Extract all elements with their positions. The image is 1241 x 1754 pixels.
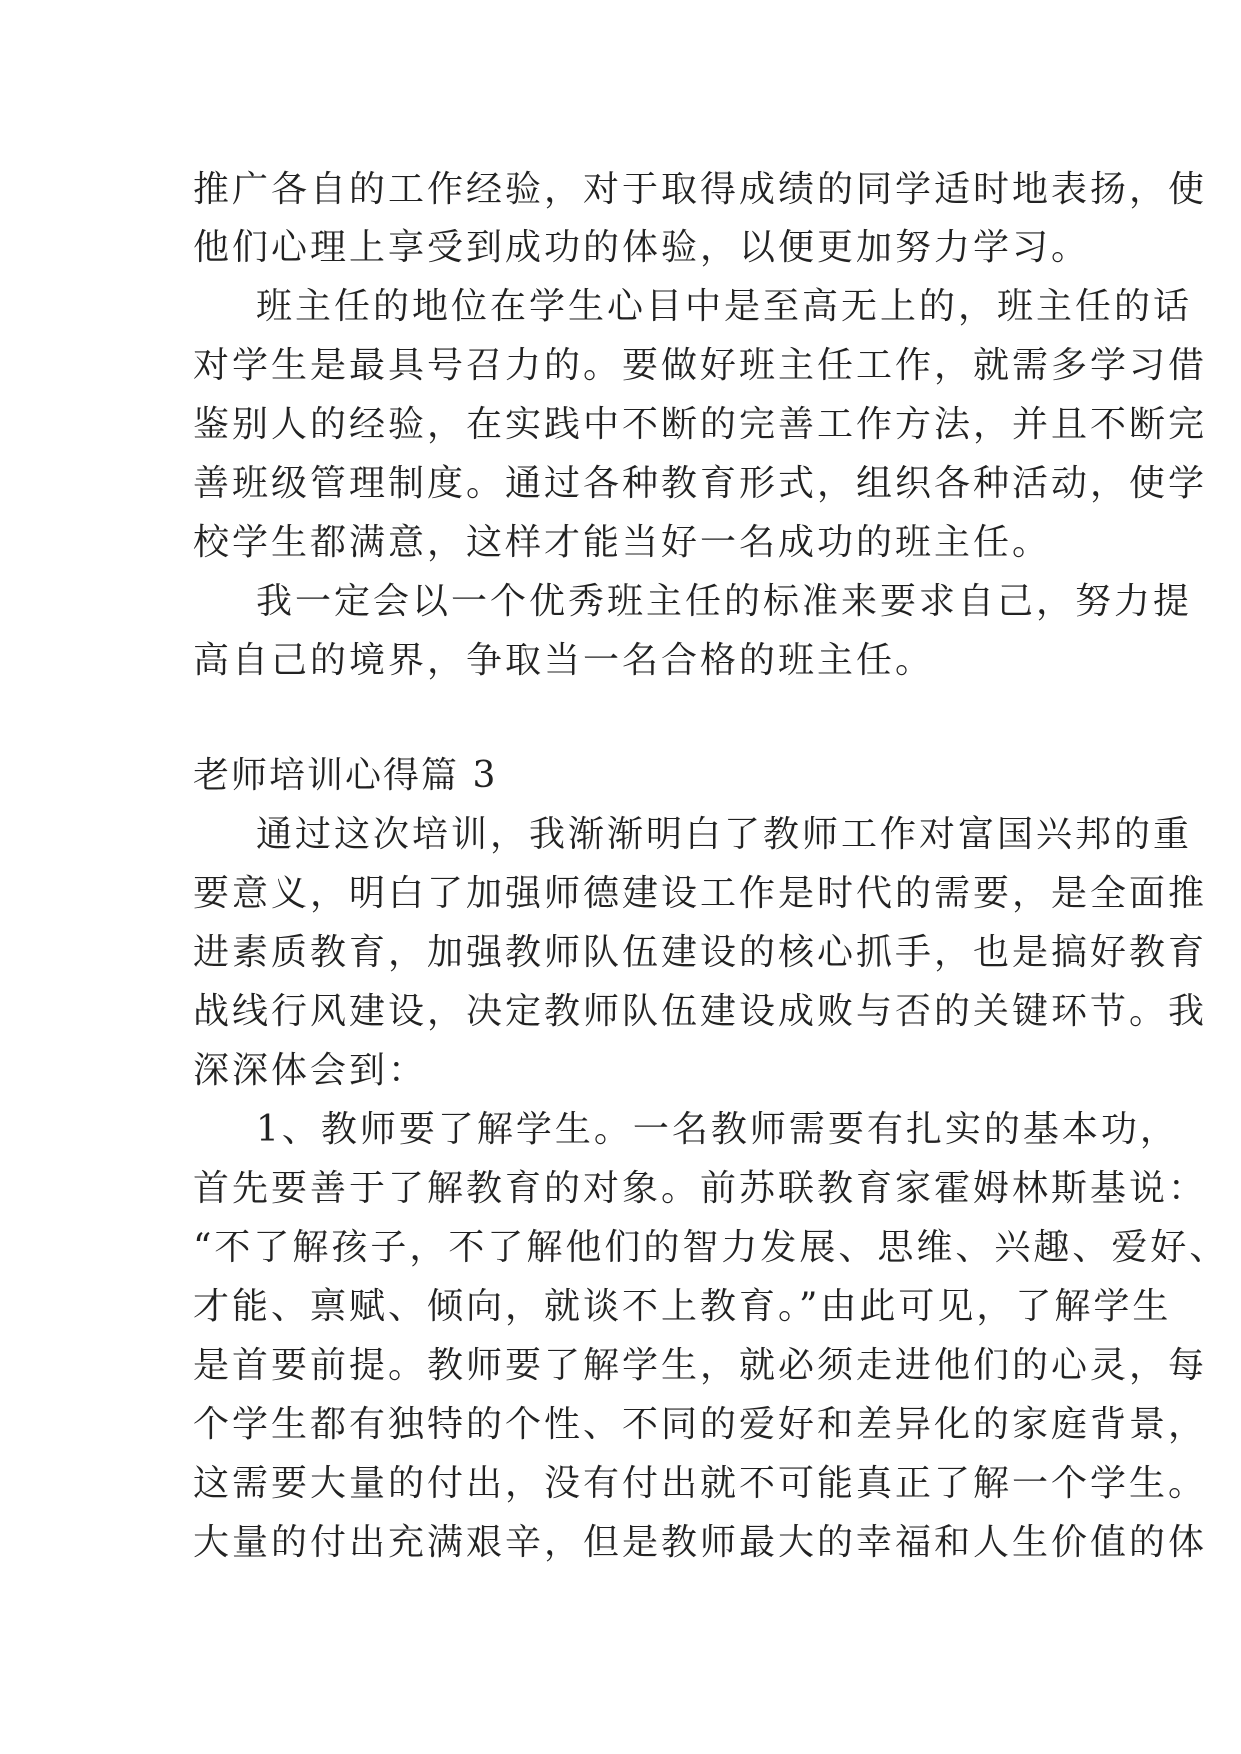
paragraph-line: 深深体会到： (193, 1050, 428, 1091)
paragraph-line: 战线行风建设，决定教师队伍建设成败与否的关键环节。我 (193, 991, 1208, 1032)
paragraph-line: 这需要大量的付出，没有付出就不可能真正了解一个学生。 (193, 1463, 1208, 1504)
paragraph-line: 是首要前提。教师要了解学生，就必须走进他们的心灵，每 (193, 1345, 1208, 1386)
paragraph-line: 通过这次培训，我渐渐明白了教师工作对富国兴邦的重 (256, 814, 1193, 855)
paragraph-line: 大量的付出充满艰辛，但是教师最大的幸福和人生价值的体 (193, 1522, 1208, 1563)
paragraph-line: 个学生都有独特的个性、不同的爱好和差异化的家庭背景， (193, 1404, 1208, 1445)
paragraph-line: 1、教师要了解学生。一名教师需要有扎实的基本功， (256, 1109, 1179, 1150)
paragraph-line: “不了解孩子，不了解他们的智力发展、思维、兴趣、爱好、 (193, 1227, 1229, 1268)
paragraph-line: 高自己的境界，争取当一名合格的班主任。 (193, 640, 935, 681)
paragraph-line: 校学生都满意，这样才能当好一名成功的班主任。 (193, 522, 1052, 563)
paragraph-line: 他们心理上享受到成功的体验，以便更加努力学习。 (193, 227, 1091, 268)
paragraph-line: 善班级管理制度。通过各种教育形式，组织各种活动，使学 (193, 463, 1208, 504)
paragraph-line: 推广各自的工作经验，对于取得成绩的同学适时地表扬，使 (193, 169, 1208, 210)
paragraph-line: 我一定会以一个优秀班主任的标准来要求自己，努力提 (256, 581, 1193, 622)
paragraph-line: 才能、禀赋、倾向，就谈不上教育。”由此可见，了解学生 (193, 1286, 1172, 1327)
paragraph-line: 要意义，明白了加强师德建设工作是时代的需要，是全面推 (193, 873, 1208, 914)
paragraph-line: 进素质教育，加强教师队伍建设的核心抓手，也是搞好教育 (193, 932, 1208, 973)
section-heading: 老师培训心得篇 3 (193, 755, 498, 796)
paragraph-line: 对学生是最具号召力的。要做好班主任工作，就需多学习借 (193, 345, 1208, 386)
paragraph-line: 首先要善于了解教育的对象。前苏联教育家霍姆林斯基说： (193, 1168, 1208, 1209)
paragraph-line: 班主任的地位在学生心目中是至高无上的，班主任的话 (256, 286, 1193, 327)
paragraph-line: 鉴别人的经验，在实践中不断的完善工作方法，并且不断完 (193, 404, 1208, 445)
